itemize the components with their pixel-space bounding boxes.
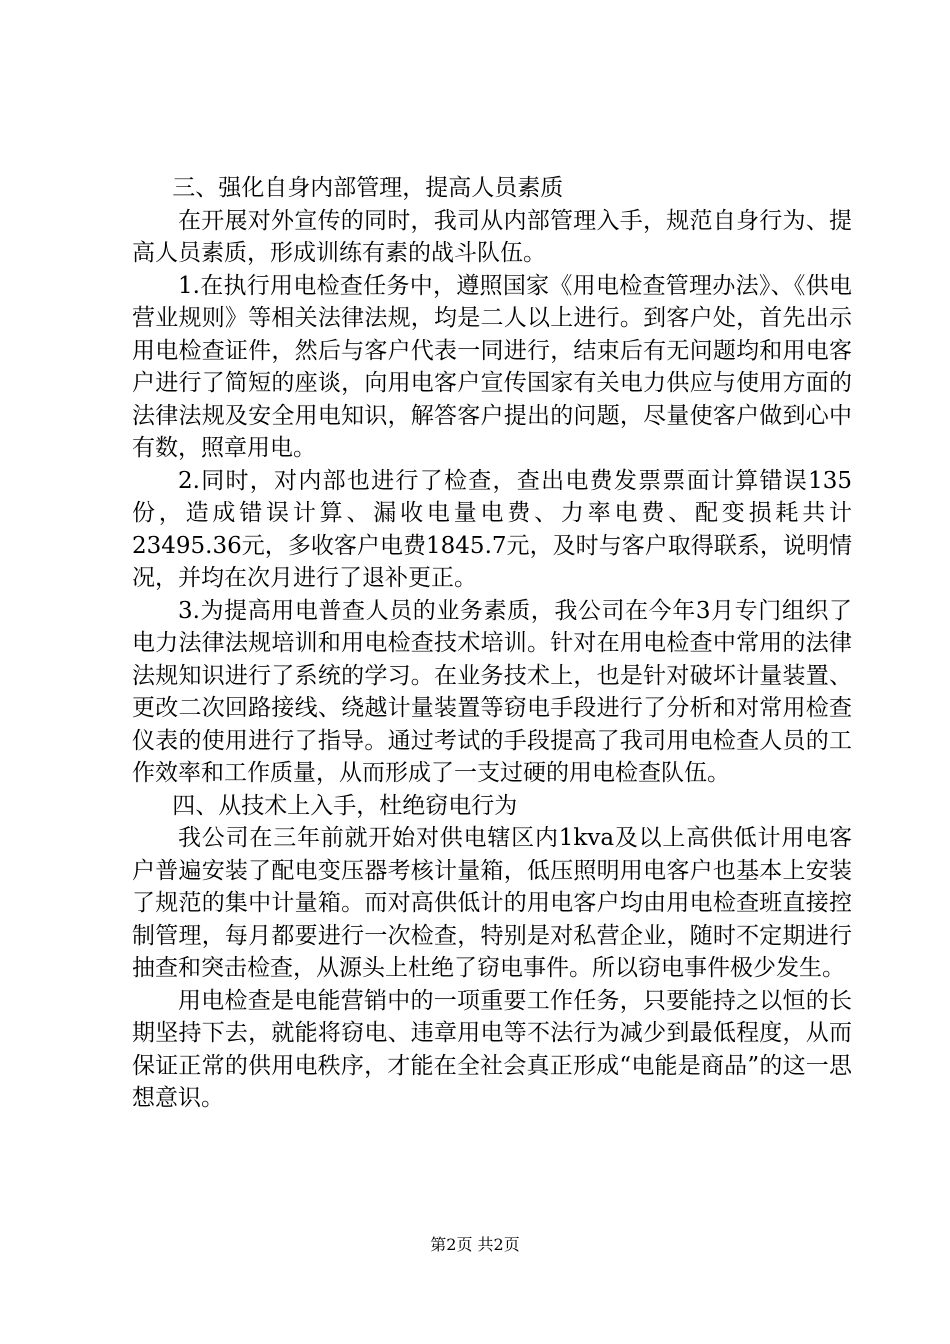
paragraph-item-2: 2.同时，对内部也进行了检查，查出电费发票票面计算错误135份，造成错误计算、漏收电量电费、力率电费、配变损耗共计23495.36元，多收客户电费1845.7元，及时与客户取得联系，说明情况，并均在次月进行了退补更正。: [132, 467, 852, 591]
section-heading-4: 四、从技术上入手，杜绝窃电行为: [172, 792, 518, 819]
paragraph-intro: 在开展对外宣传的同时，我司从内部管理入手，规范自身行为、提高人员素质，形成训练有素的战斗队伍。: [132, 207, 852, 266]
paragraph-conclusion: 用电检查是电能营销中的一项重要工作任务，只要能持之以恒的长期坚持下去，就能将窃电、违章用电等不法行为减少到最低程度，从而保证正常的供用电秩序，才能在全社会真正形成“电能是商品”的这一思想意识。: [132, 987, 852, 1111]
section-heading-3: 三、强化自身内部管理，提高人员素质: [172, 175, 564, 201]
paragraph-item-3: 3.为提高用电普查人员的业务素质，我公司在今年3月专门组织了电力法律法规培训和用电检查技术培训。针对在用电检查中常用的法律法规知识进行了系统的学习。在业务技术上，也是针对破坏计量装置、更改二次回路接线、绕越计量装置等窃电手段进行了分析和对常用检查仪表的使用进行了指导。通过考试的手段提高了我司用电检查人员的工作效率和工作质量，从而形成了一支过硬的用电检查队伍。: [132, 597, 852, 786]
document-body: [132, 172, 852, 1115]
paragraph-technical: 我公司在三年前就开始对供电辖区内1kva及以上高供低计用电客户普遍安装了配电变压器考核计量箱，低压照明用电客户也基本上安装了规范的集中计量箱。而对高供低计的用电客户均由用电检查班直接控制管理，每月都要进行一次检查，特别是对私营企业，随时不定期进行抽查和突击检查，从源头上杜绝了窃电事件。所以窃电事件极少发生。: [132, 825, 852, 981]
page-number-footer: 第2页 共2页: [430, 1235, 520, 1254]
paragraph-item-1: 1.在执行用电检查任务中，遵照国家《用电检查管理办法》、《供电营业规则》等相关法律法规，均是二人以上进行。到客户处，首先出示用电检查证件，然后与客户代表一同进行，结束后有无问题均和用电客户进行了简短的座谈，向用电客户宣传国家有关电力供应与使用方面的法律法规及安全用电知识，解答客户提出的问题，尽量使客户做到心中有数，照章用电。: [132, 272, 852, 461]
